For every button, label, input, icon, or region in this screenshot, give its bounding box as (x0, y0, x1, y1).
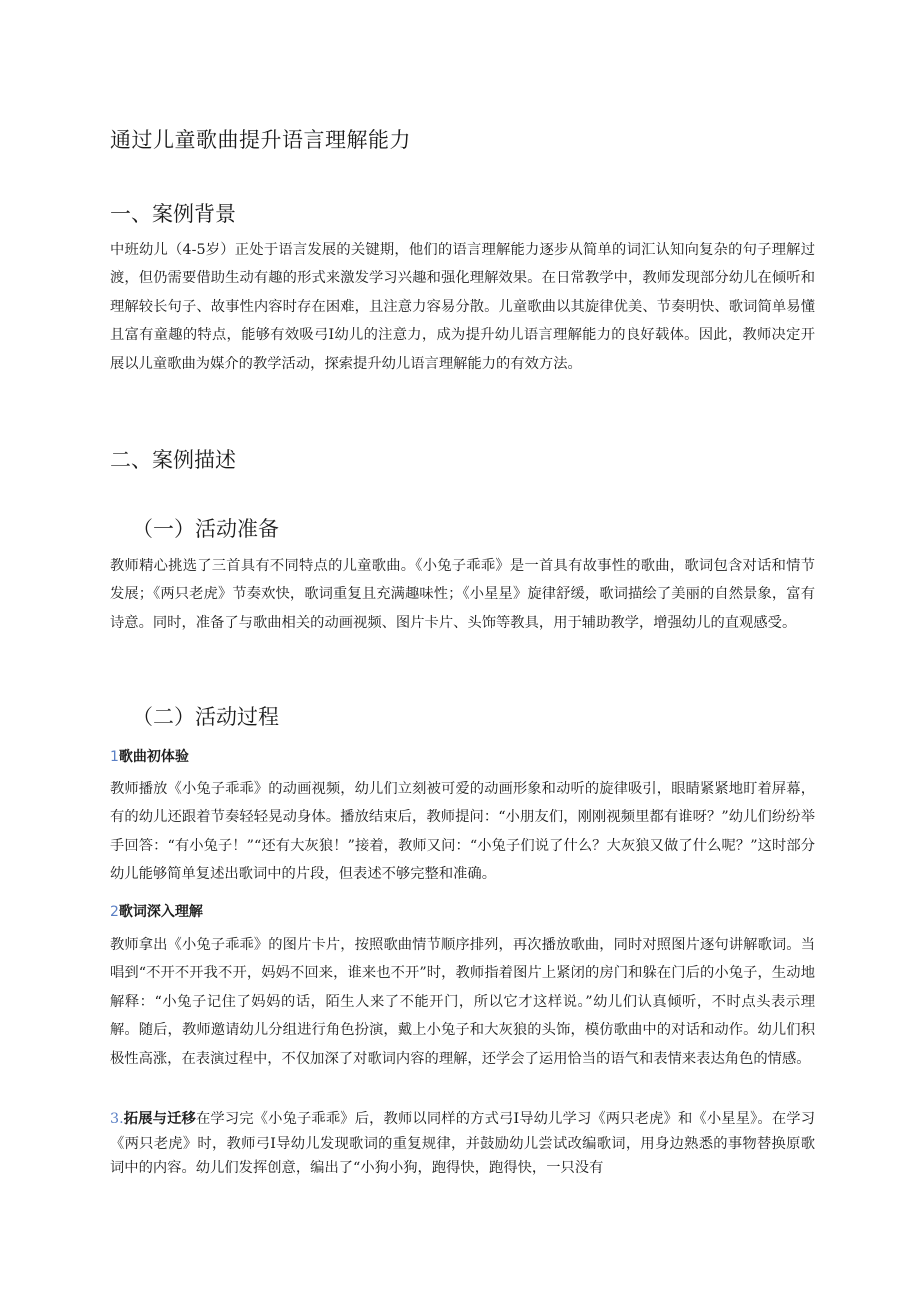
section-heading-description: 二、案例描述 (110, 448, 236, 472)
section-heading-background: 一、案例背景 (110, 202, 236, 226)
first-experience-paragraph: 教师播放《小兔子乖乖》的动画视频，幼儿们立刻被可爱的动画形象和动听的旋律吸引，眼睛紧紧地盯着屏幕，有的幼儿还跟着节奏轻轻晃动身体。播放结束后，教师提问：“小朋友们，刚刚视频里都有谁呀？”幼儿们纷纷举手回答：“有小兔子！”“还有大灰狼！”接着，教师又问：“小兔子们说了什么？大灰狼又做了什么呢？”这时部分幼儿能够简单复述出歌词中的片段，但表述不够完整和准确。 (110, 781, 815, 883)
subsection-heading-process: （二）活动过程 (132, 705, 279, 729)
extension-paragraph (110, 1107, 815, 1181)
step-title: 歌曲初体验 (118, 749, 189, 765)
step-title: 歌词深入理解 (118, 904, 203, 920)
step-heading-deep-understanding (110, 901, 203, 921)
deep-understanding-paragraph: 教师拿出《小兔子乖乖》的图片卡片，按照歌曲情节顺序排列，再次播放歌曲，同时对照图片逐句讲解歌词。当唱到“不开不开我不开，妈妈不回来，谁来也不开”时，教师指着图片上紧闭的房门和躲在门后的小兔子，生动地解释：“小兔子记住了妈妈的话，陌生人来了不能开门，所以它才这样说。”幼儿们认真倾听，不时点头表示理解。随后，教师邀请幼儿分组进行角色扮演，戴上小兔子和大灰狼的头饰，模仿歌曲中的对话和动作。幼儿们积极性高涨，在表演过程中，不仅加深了对歌词内容的理解，还学会了运用恰当的语气和表情来表达角色的情感。 (110, 937, 815, 1067)
step-heading-first-experience (110, 746, 189, 766)
step-body: 在学习完《小兔子乖乖》后，教师以同样的方式弓I导幼儿学习《两只老虎》和《小星星》。在学习《两只老虎》时，教师弓I导幼儿发现歌词的重复规律，并鼓励幼儿尝试改编歌词，用身边熟悉的事物替换原歌词中的内容。幼儿们发挥创意，编出了“小狗小狗，跑得快，跑得快，一只没有 (110, 1111, 815, 1176)
step-number: 1 (110, 749, 119, 765)
background-paragraph: 中班幼儿（4-5岁）正处于语言发展的关键期，他们的语言理解能力逐步从简单的词汇认知向复杂的句子理解过渡，但仍需要借助生动有趣的形式来激发学习兴趣和强化理解效果。在日常教学中，教师发现部分幼儿在倾听和理解较长句子、故事性内容时存在困难，且注意力容易分散。儿童歌曲以其旋律优美、节奏明快、歌词简单易懂且富有童趣的特点，能够有效吸弓I幼儿的注意力，成为提升幼儿语言理解能力的良好载体。因此，教师决定开展以儿童歌曲为媒介的教学活动，探索提升幼儿语言理解能力的有效方法。 (110, 242, 815, 372)
subsection-heading-preparation: （一）活动准备 (132, 517, 279, 541)
step-title: 拓展与迁移 (123, 1111, 196, 1127)
document-title: 通过儿童歌曲提升语言理解能力 (110, 128, 411, 152)
step-number: 2 (110, 904, 119, 920)
step-number: 3. (110, 1111, 124, 1127)
preparation-paragraph: 教师精心挑选了三首具有不同特点的儿童歌曲。《小兔子乖乖》是一首具有故事性的歌曲，歌词包含对话和情节发展；《两只老虎》节奏欢快，歌词重复且充满趣味性；《小星星》旋律舒缓，歌词描绘了美丽的自然景象，富有诗意。同时，准备了与歌曲相关的动画视频、图片卡片、头饰等教具，用于辅助教学，增强幼儿的直观感受。 (110, 558, 815, 631)
